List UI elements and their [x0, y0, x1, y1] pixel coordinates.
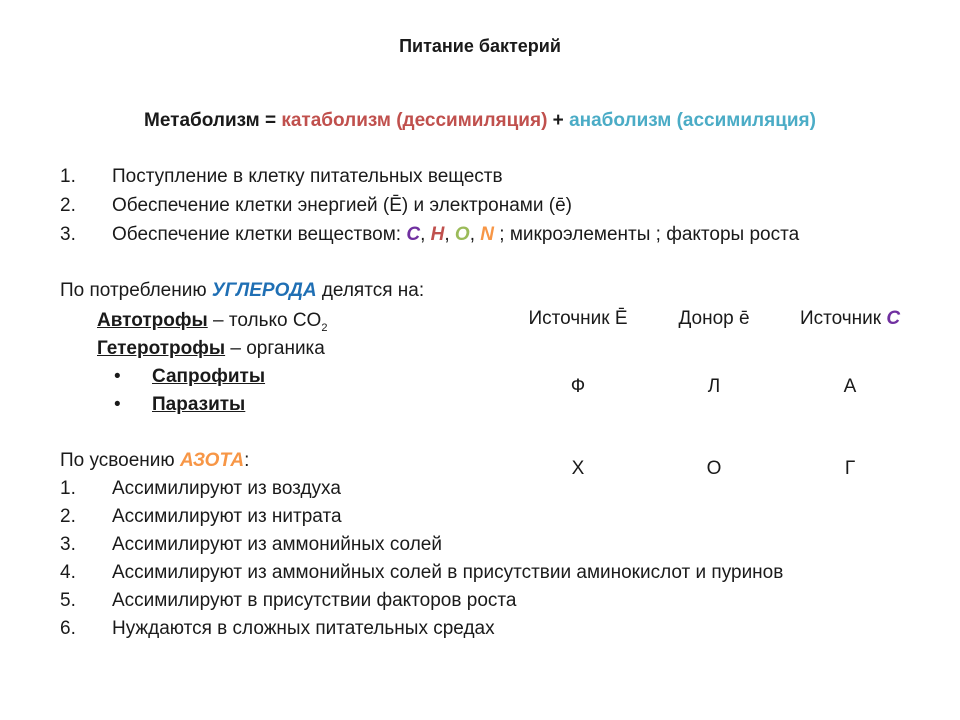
list-number: 1. [60, 166, 76, 187]
list-number: 1. [60, 478, 76, 499]
list-text: Ассимилируют из нитрата [112, 506, 342, 527]
nitrogen-item-2 [60, 506, 342, 528]
autotrophs-desc: – только CO [207, 310, 322, 331]
nitrogen-item-6 [60, 618, 495, 640]
bullet: • [114, 366, 121, 387]
header-carbon-source [790, 308, 910, 330]
header-carbon-c: С [886, 308, 901, 329]
carbon-lead: По потреблению [60, 280, 212, 301]
formula-lead: Метаболизм = [144, 110, 282, 131]
nitrogen-word: АЗОТА [179, 450, 245, 471]
metabolism-formula [0, 110, 960, 132]
element-o: O [454, 224, 470, 245]
element-n: N [480, 224, 494, 245]
list-text: Ассимилируют из воздуха [112, 478, 341, 499]
header-electron-donor: Донор ē [678, 308, 750, 329]
list-text: Обеспечение клетки веществом: [112, 224, 407, 245]
autotrophs-term: Автотрофы [97, 310, 208, 331]
co2-subscript: 2 [321, 321, 328, 334]
formula-plus: + [547, 110, 570, 131]
list-number: 3. [60, 534, 76, 555]
function-item-3 [60, 224, 799, 246]
saprophytes-line [114, 366, 265, 388]
page-title: Питание бактерий [399, 36, 561, 56]
nitrogen-item-1 [60, 478, 341, 500]
list-text: Ассимилируют из аммонийных солей [112, 534, 442, 555]
saprophytes-term: Сапрофиты [152, 366, 266, 387]
heterotrophs-line [97, 338, 325, 360]
autotrophs-line [97, 310, 327, 334]
elements-tail: ; микроэлементы ; факторы роста [494, 224, 800, 245]
table-cell-organo: О [706, 458, 722, 479]
formula-catabolism: катаболизм (дессимиляция) [281, 110, 548, 131]
carbon-tail: делятся на: [316, 280, 425, 301]
heterotrophs-desc: – органика [225, 338, 325, 359]
list-number: 6. [60, 618, 76, 639]
formula-anabolism: анаболизм (ассимиляция) [569, 110, 816, 131]
list-text: Нуждаются в сложных питательных средах [112, 618, 495, 639]
element-c: C [406, 224, 421, 245]
element-sep: , [444, 224, 455, 245]
element-sep: , [469, 224, 481, 245]
table-cell-auto: А [843, 376, 857, 397]
nitrogen-item-3 [60, 534, 442, 556]
bullet: • [114, 394, 121, 415]
carbon-heading [60, 280, 424, 302]
header-energy-source: Источник Ē [528, 308, 628, 329]
element-sep: , [420, 224, 431, 245]
nitrogen-tail: : [244, 450, 250, 471]
table-cell-litho: Л [707, 376, 721, 397]
list-text: Обеспечение клетки энергией (Ē) и электронами (ē) [112, 195, 572, 216]
table-cell-photo: Ф [570, 376, 586, 397]
table-cell-chemo: Х [571, 458, 585, 479]
parasites-term: Паразиты [152, 394, 246, 415]
element-h: H [430, 224, 445, 245]
list-text: Поступление в клетку питательных веществ [112, 166, 503, 187]
heterotrophs-term: Гетеротрофы [97, 338, 226, 359]
list-number: 2. [60, 506, 76, 527]
carbon-word: УГЛЕРОДА [211, 280, 317, 301]
list-number: 4. [60, 562, 76, 583]
nitrogen-item-5 [60, 590, 516, 612]
function-item-1 [60, 166, 503, 188]
nitrogen-item-4 [60, 562, 783, 584]
nitrogen-lead: По усвоению [60, 450, 180, 471]
function-item-2 [60, 195, 572, 217]
nitrogen-heading [60, 450, 249, 472]
header-carbon-lead: Источник [799, 308, 887, 329]
table-cell-hetero: Г [844, 458, 856, 479]
list-text: Ассимилируют из аммонийных солей в присутствии аминокислот и пуринов [112, 562, 784, 583]
parasites-line [114, 394, 245, 416]
list-number: 2. [60, 195, 76, 216]
list-text: Ассимилируют в присутствии факторов роста [112, 590, 517, 611]
list-number: 5. [60, 590, 76, 611]
list-number: 3. [60, 224, 76, 245]
